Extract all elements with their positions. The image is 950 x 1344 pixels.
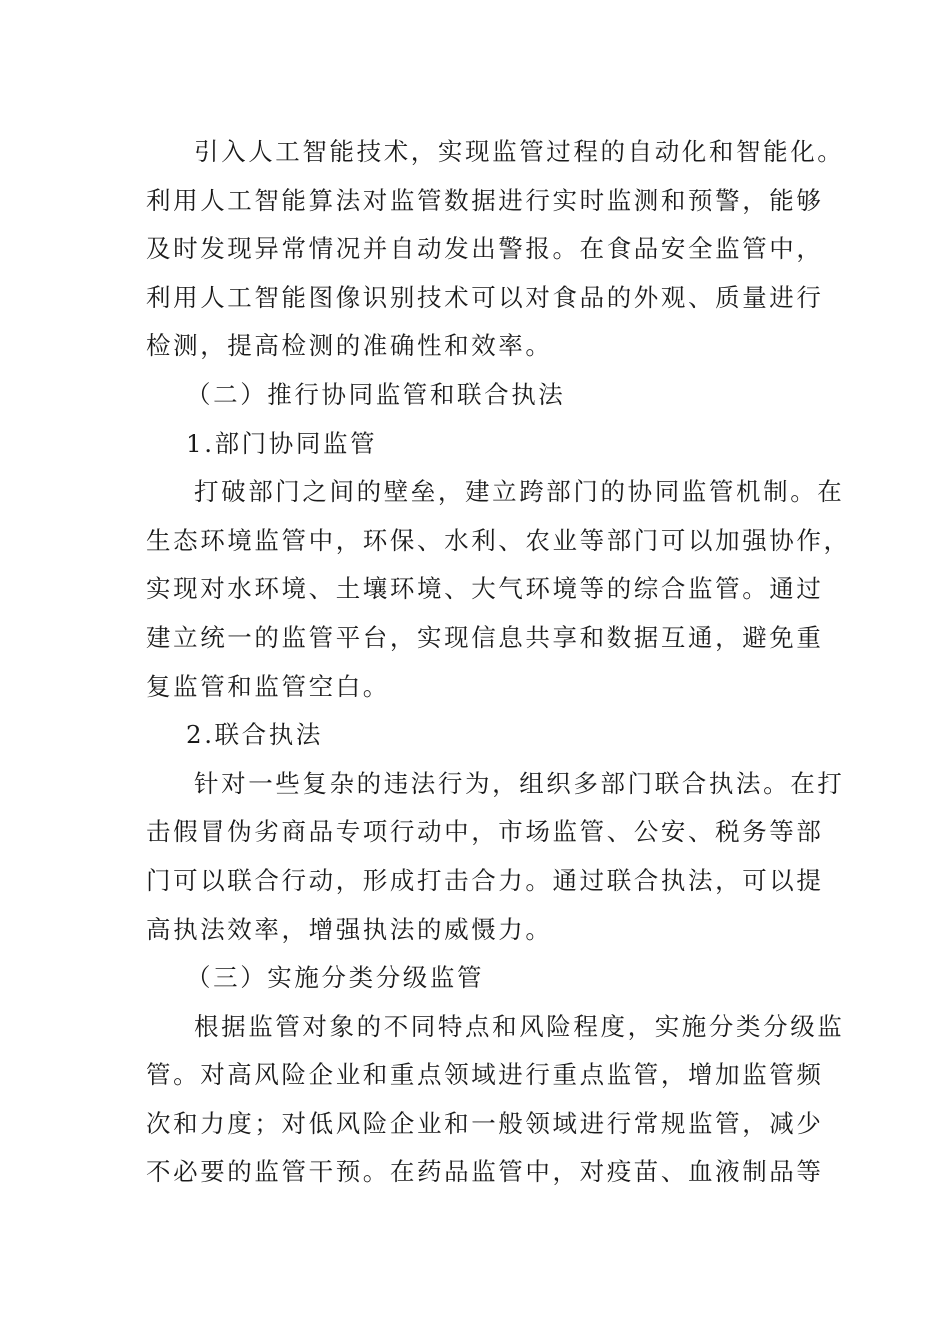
document-body bbox=[146, 128, 851, 1197]
paragraph-line: 建立统一的监管平台，实现信息共享和数据互通，避免重 bbox=[146, 622, 824, 652]
paragraph-line: 复监管和监管空白。 bbox=[146, 671, 390, 701]
paragraph-line: 管。对高风险企业和重点领域进行重点监管，增加监管频 bbox=[146, 1060, 824, 1090]
paragraph-line: 高执法效率，增强执法的威慑力。 bbox=[146, 914, 553, 944]
subsection-heading: 2.联合执法 bbox=[186, 720, 323, 750]
paragraph-line: 门可以联合行动，形成打击合力。通过联合执法，可以提 bbox=[146, 865, 824, 895]
paragraph-line: 击假冒伪劣商品专项行动中，市场监管、公安、税务等部 bbox=[146, 817, 824, 847]
paragraph-line: 利用人工智能算法对监管数据进行实时监测和预警，能够 bbox=[146, 185, 824, 215]
paragraph-line: 不必要的监管干预。在药品监管中，对疫苗、血液制品等 bbox=[146, 1157, 824, 1187]
subsection-heading: 1.部门协同监管 bbox=[186, 428, 378, 458]
paragraph-line: 引入人工智能技术，实现监管过程的自动化和智能化。 bbox=[194, 137, 845, 166]
paragraph-line: 检测，提高检测的准确性和效率。 bbox=[146, 331, 553, 361]
paragraph-line: 利用人工智能图像识别技术可以对食品的外观、质量进行 bbox=[146, 282, 824, 312]
paragraph-line: 生态环境监管中，环保、水利、农业等部门可以加强协作， bbox=[146, 525, 851, 555]
paragraph-line: 及时发现异常情况并自动发出警报。在食品安全监管中， bbox=[146, 234, 824, 264]
paragraph-line: 根据监管对象的不同特点和风险程度，实施分类分级监 bbox=[194, 1011, 845, 1041]
paragraph-line: 实现对水环境、土壤环境、大气环境等的综合监管。通过 bbox=[146, 574, 824, 604]
section-heading: （二）推行协同监管和联合执法 bbox=[186, 379, 566, 409]
paragraph-line: 次和力度；对低风险企业和一般领域进行常规监管，减少 bbox=[146, 1108, 824, 1138]
paragraph-line: 针对一些复杂的违法行为，组织多部门联合执法。在打 bbox=[194, 768, 845, 798]
paragraph-line: 打破部门之间的壁垒，建立跨部门的协同监管机制。在 bbox=[194, 477, 845, 507]
section-heading: （三）实施分类分级监管 bbox=[186, 963, 485, 993]
